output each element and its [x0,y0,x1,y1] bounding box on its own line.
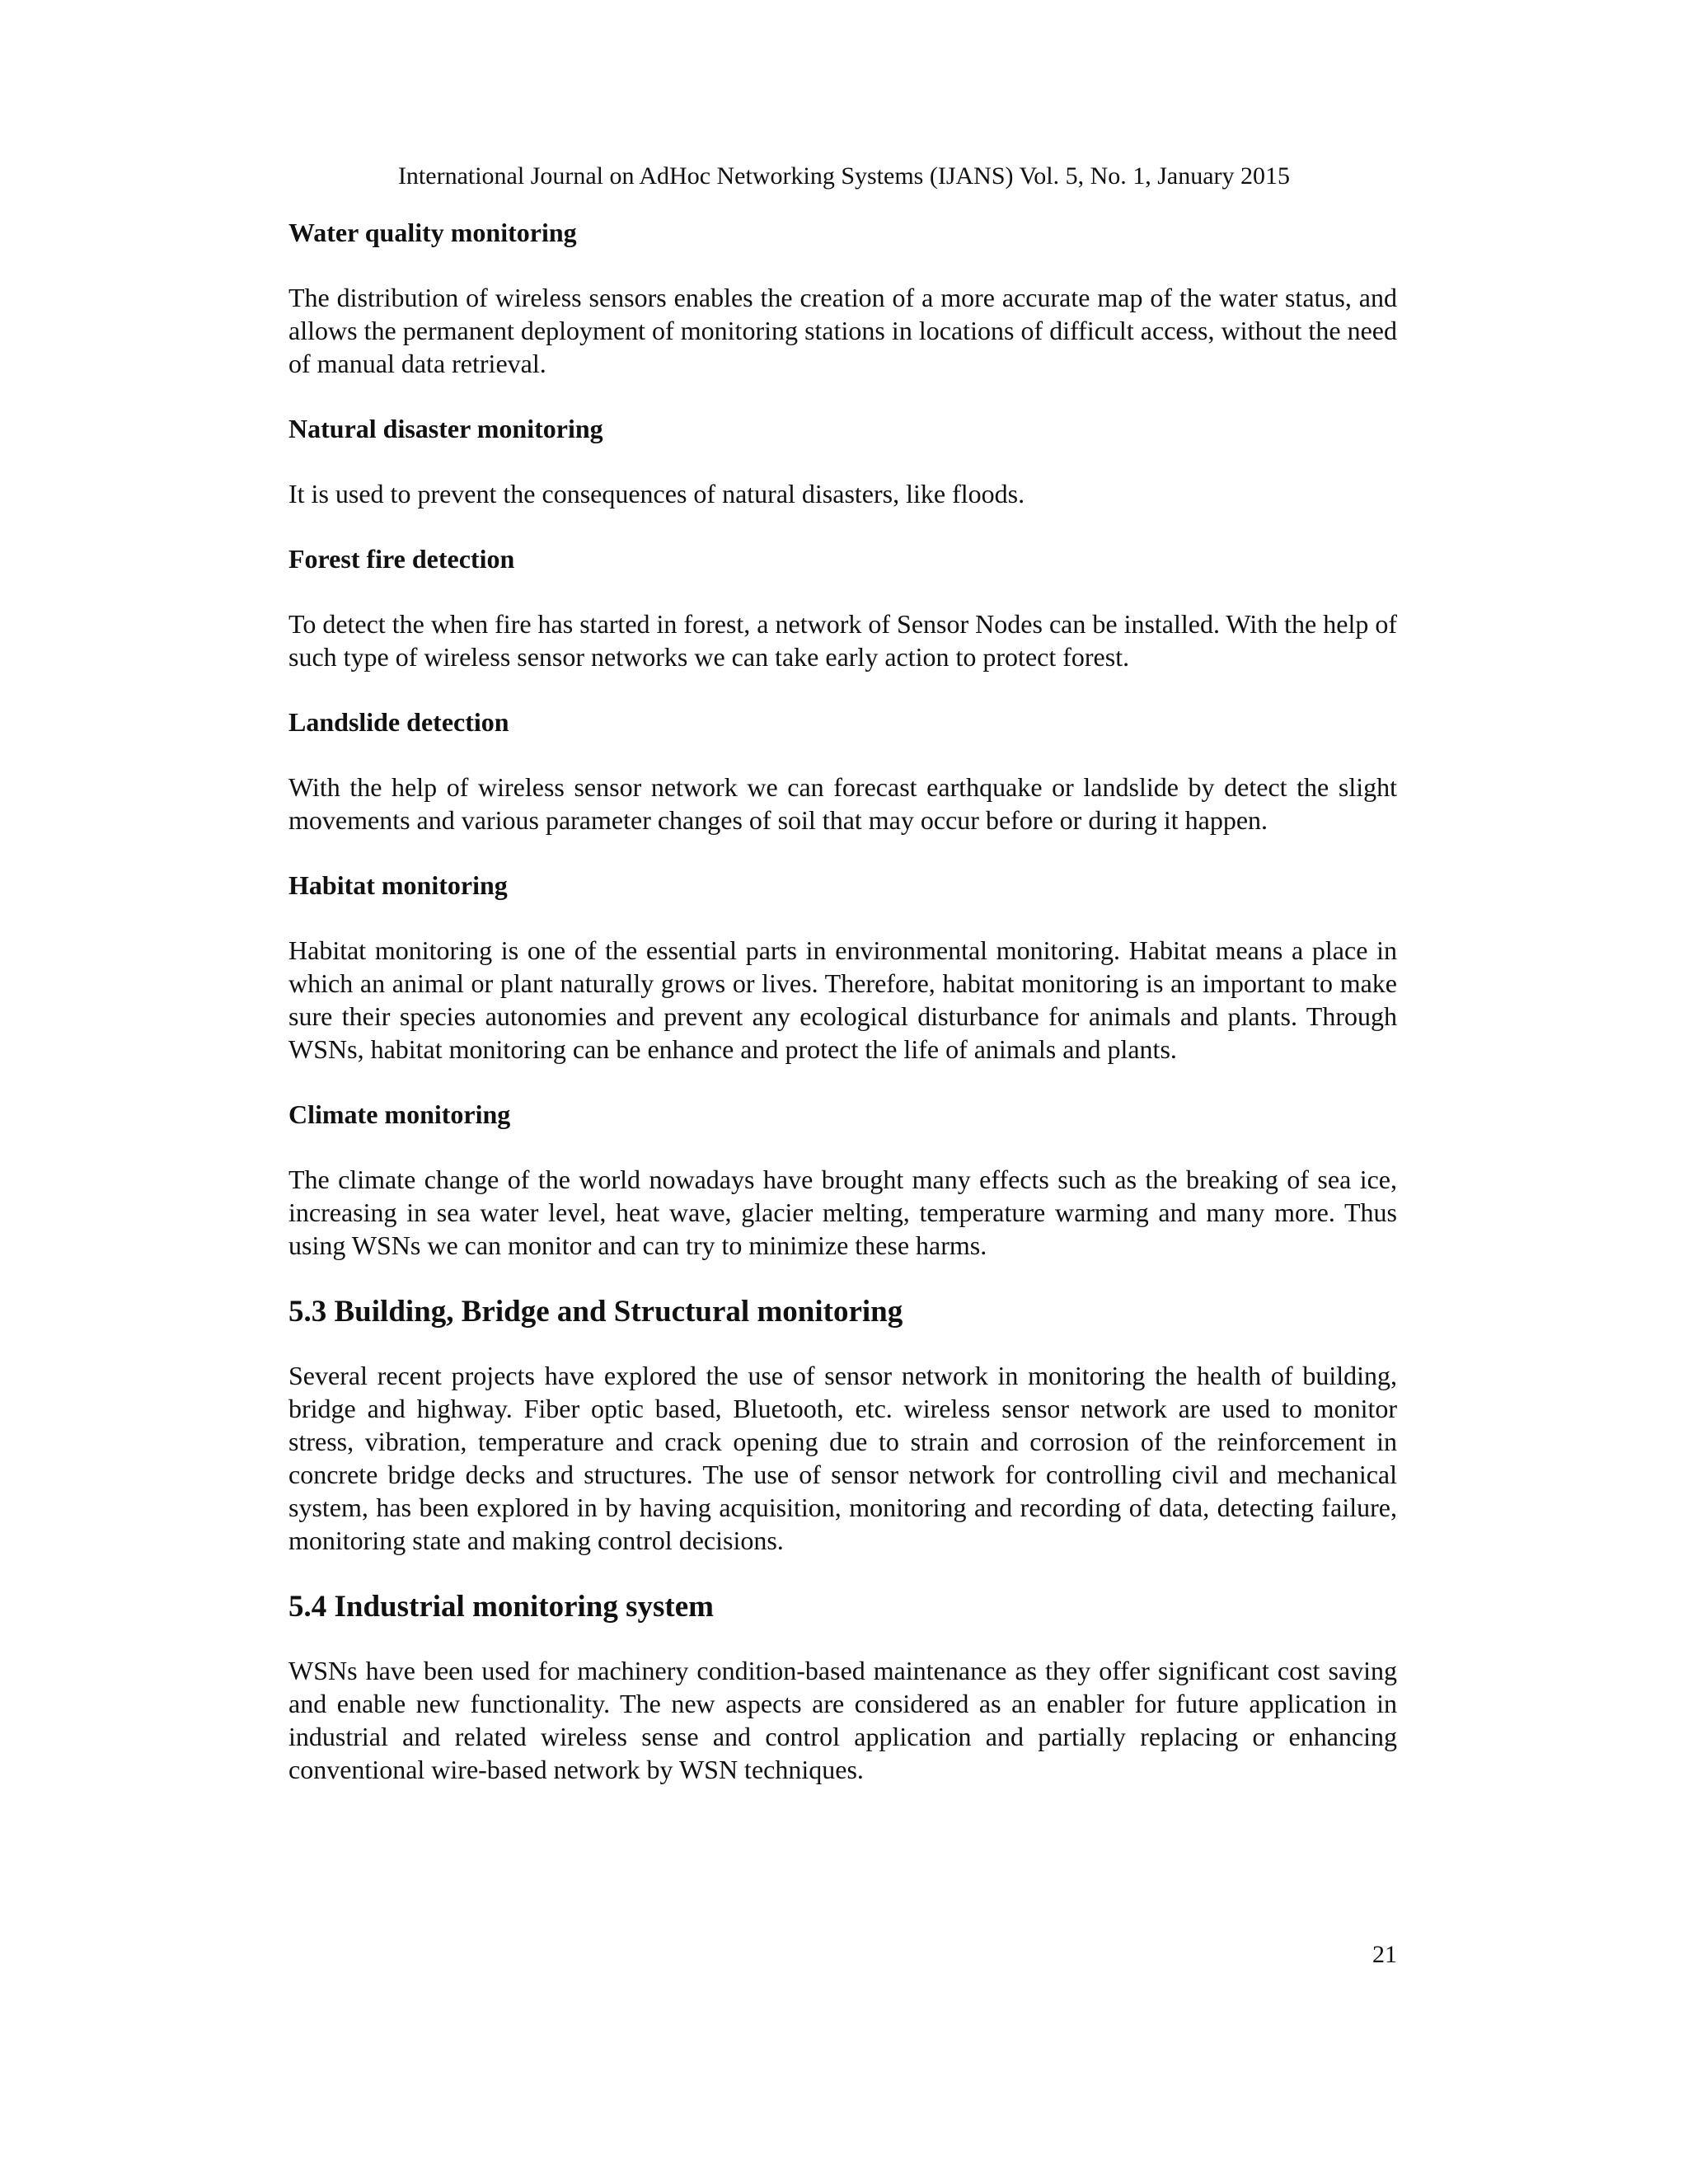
paragraph-structural: Several recent projects have explored the use of sensor network in monitoring the health of building, bridge and highway. Fiber optic based, Bluetooth, etc. wireless sensor network are used to monitor stress, vibration, temperature and crack opening due to strain and corrosion of the reinforcement in concrete bridge decks and structures. The use of sensor network for controlling civil and mechanical system, has been explored in by having acquisition, monitoring and recording of data, detecting failure, monitoring state and making control decisions. [288,1361,1397,1555]
page-body [288,216,1397,1818]
page-number: 21 [1372,1941,1397,1968]
paragraph-habitat: Habitat monitoring is one of the essential parts in environmental monitoring. Habitat means a place in which an animal or plant naturally grows or lives. Therefore, habitat monitoring is an important to make sure their species autonomies and prevent any ecological disturbance for animals and plants. Through WSNs, habitat monitoring can be enhance and protect the life of animals and plants. [288,935,1397,1064]
section-heading-5-4: 5.4 Industrial monitoring system [288,1590,714,1624]
paragraph-climate: The climate change of the world nowadays have brought many effects such as the breaking of sea ice, increasing in sea water level, heat wave, glacier melting, temperature warming and many more. Thus using WSNs we can monitor and can try to minimize these harms. [288,1165,1397,1260]
paragraph-natural-disaster: It is used to prevent the consequences of natural disasters, like floods. [288,479,1025,509]
subheading-landslide: Landslide detection [288,707,509,737]
section-heading-5-3: 5.3 Building, Bridge and Structural monitoring [288,1295,903,1329]
subheading-climate: Climate monitoring [288,1099,511,1129]
subheading-forest-fire: Forest fire detection [288,544,515,574]
paragraph-water-quality: The distribution of wireless sensors enables the creation of a more accurate map of the water status, and allows the permanent deployment of monitoring stations in locations of difficult access, without the need of manual data retrieval. [288,283,1397,378]
subheading-water-quality: Water quality monitoring [288,218,577,247]
subheading-habitat: Habitat monitoring [288,870,508,900]
paragraph-industrial: WSNs have been used for machinery condition-based maintenance as they offer significant cost saving and enable new functionality. The new aspects are considered as an enabler for future application in industrial and related wireless sense and control application and partially replacing or enhancing conventional wire-based network by WSN techniques. [288,1656,1397,1784]
paragraph-forest-fire: To detect the when fire has started in forest, a network of Sensor Nodes can be installed. With the help of such type of wireless sensor networks we can take early action to protect forest. [288,609,1397,672]
subheading-natural-disaster: Natural disaster monitoring [288,414,603,443]
paragraph-landslide: With the help of wireless sensor network we can forecast earthquake or landslide by detect the slight movements and various parameter changes of soil that may occur before or during it happen. [288,772,1397,835]
journal-header: International Journal on AdHoc Networking Systems (IJANS) Vol. 5, No. 1, January 2015 [397,162,1291,190]
